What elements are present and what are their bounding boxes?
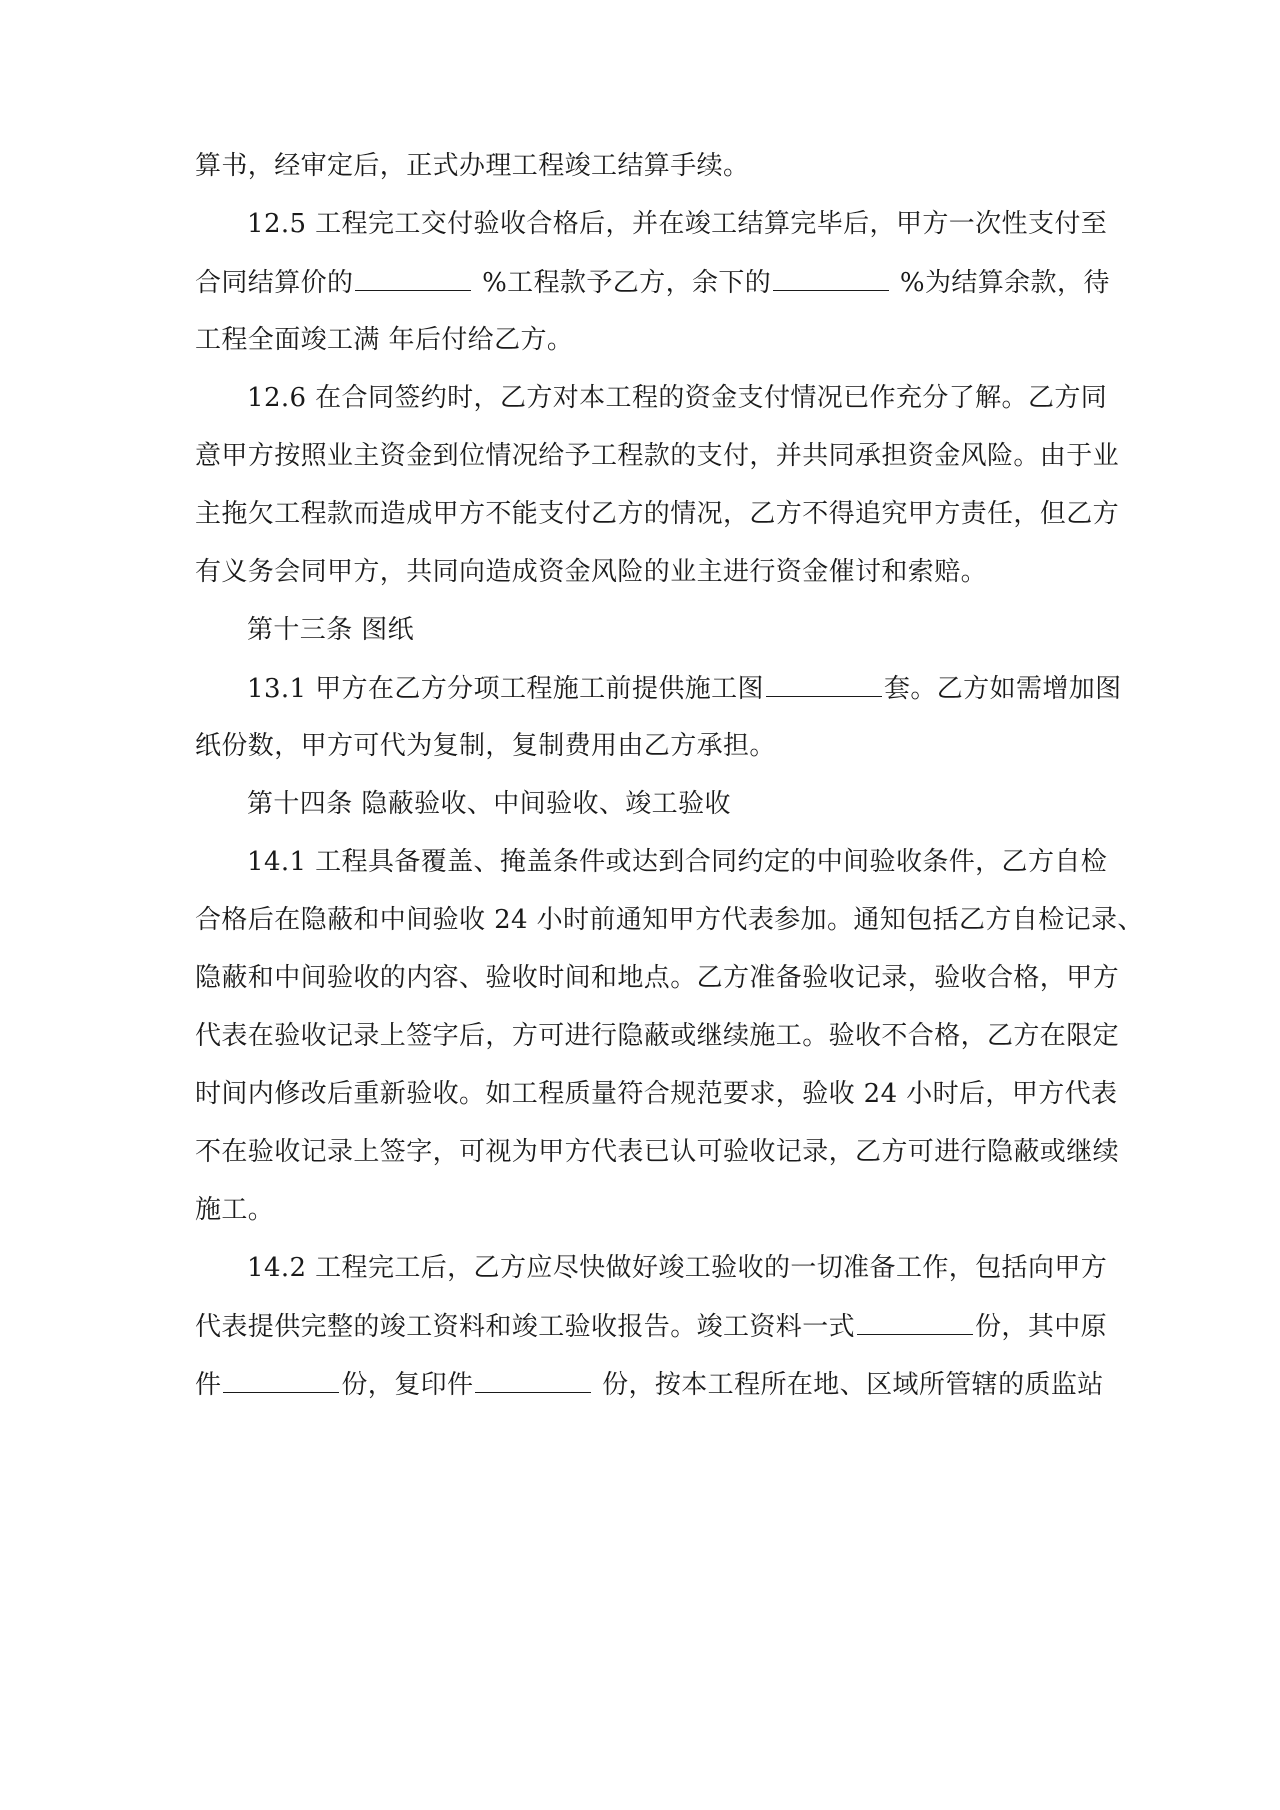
fill-in-blank[interactable] [355, 262, 471, 291]
text-segment: 件 [195, 1370, 222, 1400]
clause-14-1-line-6: 不在验收记录上签字，可视为甲方代表已认可验收记录，乙方可进行隐蔽或继续 [195, 1137, 1120, 1167]
fill-in-blank[interactable] [475, 1364, 591, 1393]
clause-12-6-line-4: 有义务会同甲方，共同向造成资金风险的业主进行资金催讨和索赔。 [195, 557, 988, 587]
clause-14-2-line-1: 14.2 工程完工后，乙方应尽快做好竣工验收的一切准备工作，包括向甲方 [247, 1253, 1108, 1283]
clause-12-6-line-1: 12.6 在合同签约时，乙方对本工程的资金支付情况已作充分了解。乙方同 [247, 383, 1108, 413]
clause-14-1-line-7: 施工。 [195, 1195, 275, 1225]
clause-14-2-line-3 [195, 1364, 1104, 1404]
fill-in-blank[interactable] [766, 668, 882, 697]
text-segment: 代表提供完整的竣工资料和竣工验收报告。竣工资料一式 [195, 1312, 856, 1342]
clause-14-1-line-3: 隐蔽和中间验收的内容、验收时间和地点。乙方准备验收记录，验收合格，甲方 [195, 963, 1120, 993]
text-segment: %为结算余款，待 [891, 268, 1110, 298]
text-line: 算书，经审定后，正式办理工程竣工结算手续。 [195, 151, 750, 181]
clause-12-6-line-2: 意甲方按照业主资金到位情况给予工程款的支付，并共同承担资金风险。由于业 [195, 441, 1120, 471]
clause-14-1-line-4: 代表在验收记录上签字后，方可进行隐蔽或继续施工。验收不合格，乙方在限定 [195, 1021, 1120, 1051]
fill-in-blank[interactable] [773, 262, 889, 291]
text-segment: 份，按本工程所在地、区域所管辖的质监站 [593, 1370, 1104, 1400]
clause-14-2-line-2 [195, 1306, 1108, 1346]
clause-14-1-line-1: 14.1 工程具备覆盖、掩盖条件或达到合同约定的中间验收条件，乙方自检 [247, 847, 1108, 877]
text-segment: 份，其中原 [975, 1312, 1108, 1342]
fill-in-blank[interactable] [857, 1306, 973, 1335]
text-segment: 合同结算价的 [195, 268, 354, 298]
fill-in-blank[interactable] [223, 1364, 339, 1393]
clause-14-1-line-2: 合格后在隐蔽和中间验收 24 小时前通知甲方代表参加。通知包括乙方自检记录、 [195, 905, 1144, 935]
clause-12-6-line-3: 主拖欠工程款而造成甲方不能支付乙方的情况，乙方不得追究甲方责任，但乙方 [195, 499, 1120, 529]
text-segment: 套。乙方如需增加图 [883, 674, 1122, 704]
article-14-heading: 第十四条 隐蔽验收、中间验收、竣工验收 [247, 789, 731, 819]
clause-12-5-line-2 [195, 262, 1110, 302]
text-segment: %工程款予乙方，余下的 [473, 268, 772, 298]
clause-13-1-line-1 [247, 668, 1147, 708]
clause-13-1-line-2: 纸份数，甲方可代为复制，复制费用由乙方承担。 [195, 731, 776, 761]
clause-12-5-line-3: 工程全面竣工满 年后付给乙方。 [195, 325, 574, 355]
clause-14-1-line-5: 时间内修改后重新验收。如工程质量符合规范要求，验收 24 小时后，甲方代表 [195, 1079, 1118, 1109]
text-segment: 份，复印件 [341, 1370, 474, 1400]
article-13-heading: 第十三条 图纸 [247, 615, 415, 645]
clause-12-5-line-1: 12.5 工程完工交付验收合格后，并在竣工结算完毕后，甲方一次性支付至 [247, 209, 1108, 239]
text-segment: 13.1 甲方在乙方分项工程施工前提供施工图 [247, 674, 764, 704]
